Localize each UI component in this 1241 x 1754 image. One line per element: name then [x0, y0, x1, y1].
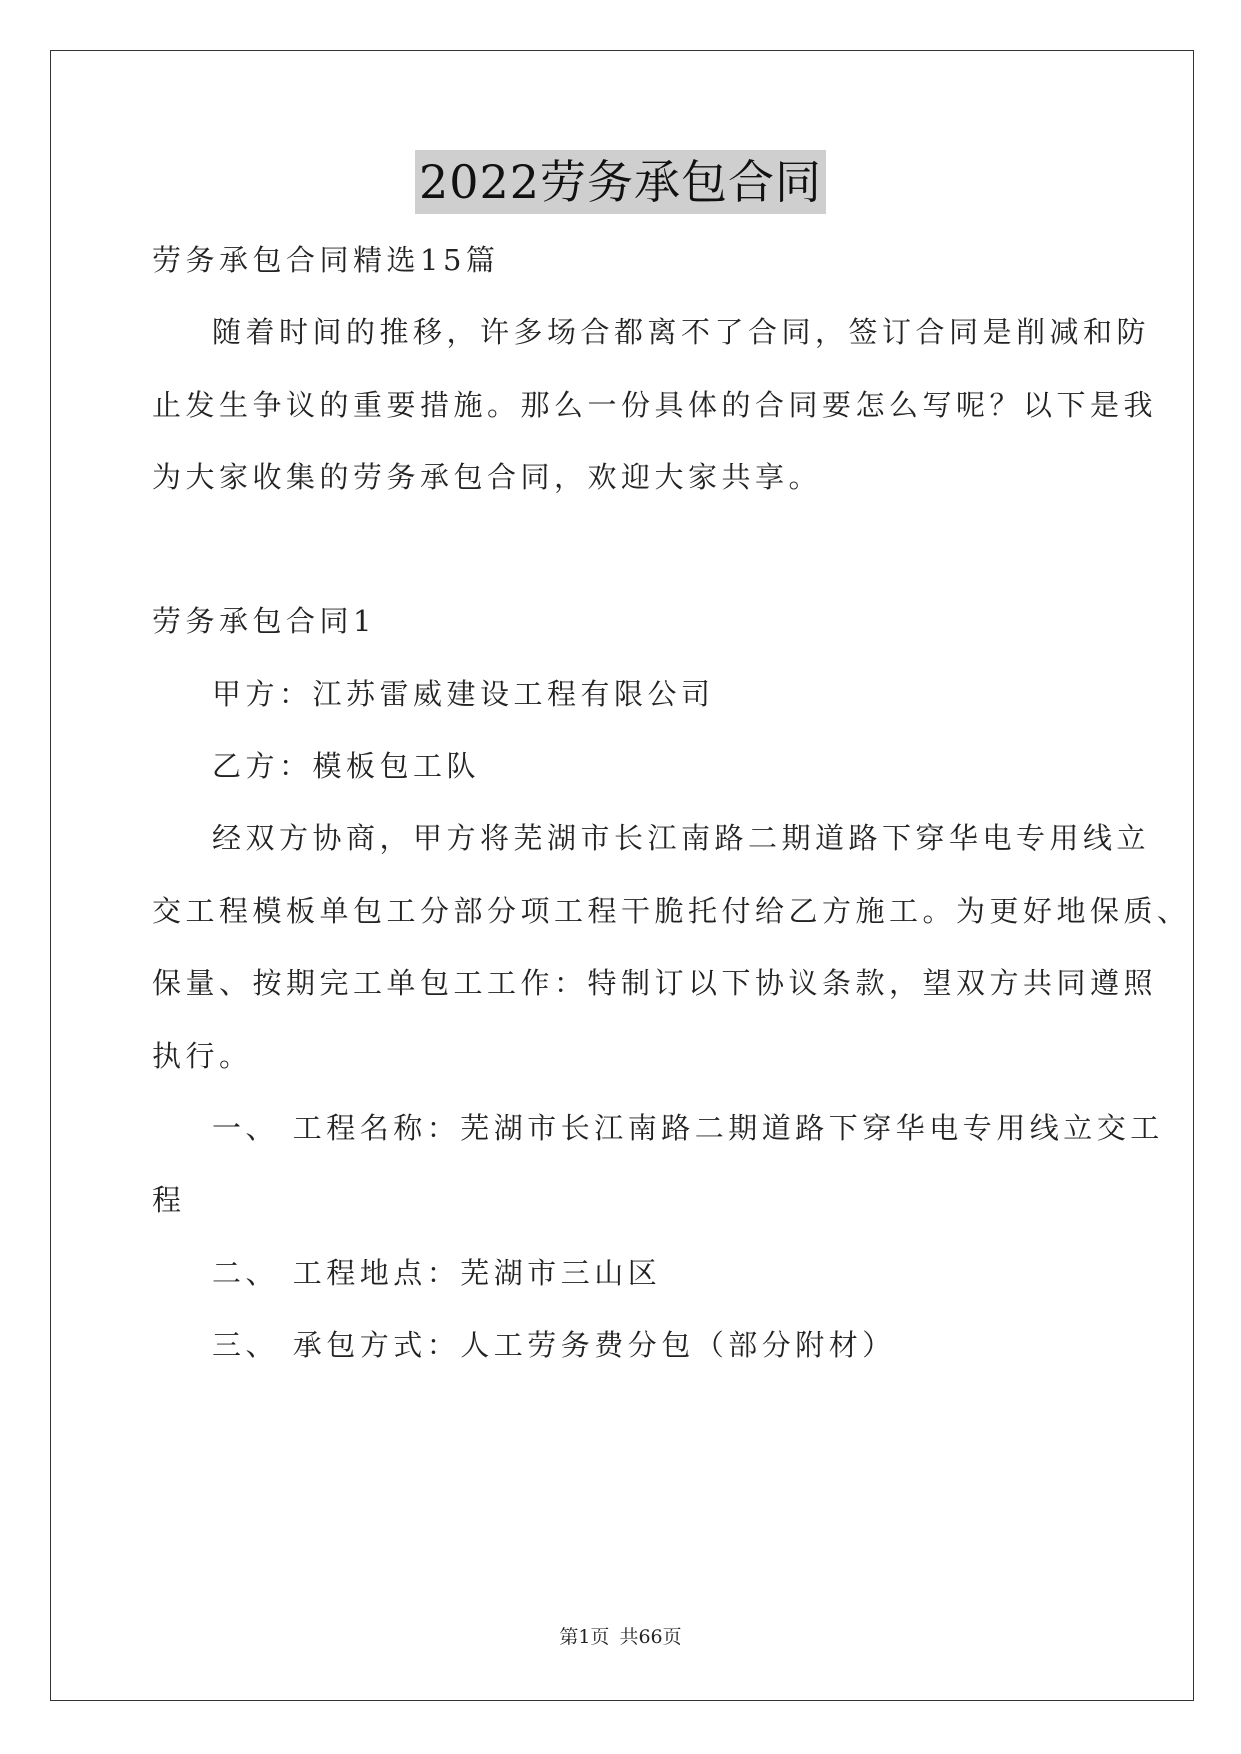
section-heading: 劳务承包合同1: [152, 604, 376, 638]
clause-2: 二、 工程地点：芜湖市三山区: [212, 1256, 662, 1290]
clause-1-line-2: 程: [152, 1183, 186, 1217]
document-subtitle: 劳务承包合同精选15篇: [152, 243, 500, 277]
body-line-3: 保量、按期完工单包工工作：特制订以下协议条款，望双方共同遵照: [152, 966, 1158, 1000]
intro-line-3: 为大家收集的劳务承包合同，欢迎大家共享。: [152, 460, 823, 494]
clause-1-line-1: 一、 工程名称：芜湖市长江南路二期道路下穿华电专用线立交工: [212, 1111, 1164, 1145]
party-a: 甲方：江苏雷威建设工程有限公司: [212, 677, 715, 711]
body-line-4: 执行。: [152, 1039, 253, 1073]
body-line-1: 经双方协商，甲方将芜湖市长江南路二期道路下穿华电专用线立: [212, 821, 1151, 855]
page-total: 共66页: [619, 1626, 682, 1648]
page-number: 第1页: [559, 1626, 610, 1648]
body-line-2: 交工程模板单包工分部分项工程干脆托付给乙方施工。为更好地保质、: [152, 894, 1191, 928]
page-footer: [0, 1622, 1241, 1649]
title-container: [0, 150, 1241, 214]
intro-line-2: 止发生争议的重要措施。那么一份具体的合同要怎么写呢？以下是我: [152, 388, 1158, 422]
party-b: 乙方：模板包工队: [212, 749, 481, 783]
intro-line-1: 随着时间的推移，许多场合都离不了合同，签订合同是削减和防: [212, 315, 1151, 349]
document-title: 2022劳务承包合同: [415, 150, 826, 214]
clause-3: 三、 承包方式：人工劳务费分包（部分附材）: [212, 1328, 896, 1362]
page-border: [50, 50, 1194, 1701]
